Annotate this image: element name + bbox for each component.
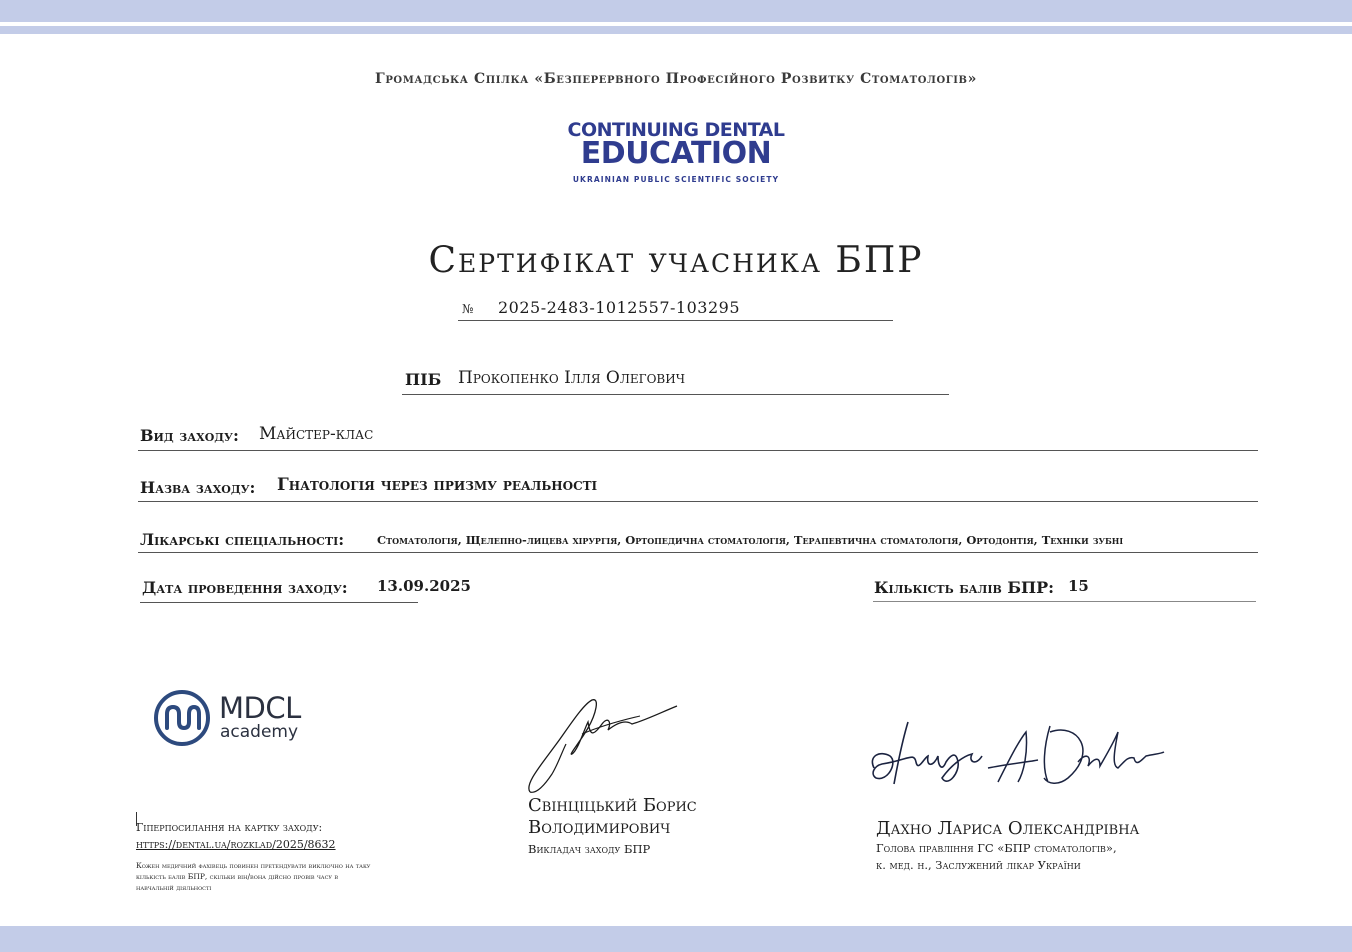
organization-header: Громадська Спілка «Безперервного Професійного Розвитку Стоматологів» xyxy=(375,71,977,87)
event-type-label: Вид заходу: xyxy=(140,426,239,445)
logo-line-1: CONTINUING DENTAL xyxy=(567,119,785,141)
points-value: 15 xyxy=(1068,577,1089,595)
certificate-number-field xyxy=(458,296,893,321)
points-label: Кількість балів БПР: xyxy=(874,578,1055,597)
head-role-line-2: к. мед. н., Заслужений лікар України xyxy=(876,858,1081,872)
event-date-field xyxy=(140,574,471,603)
event-date-label: Дата проведення заходу: xyxy=(142,578,348,597)
top-band-thin xyxy=(0,26,1352,34)
event-name-label: Назва заходу: xyxy=(140,478,256,497)
mdcl-mark-icon xyxy=(153,688,213,748)
lecturer-name-line-1: Свінціцький Борис xyxy=(528,795,697,816)
hyperlink-label: Гіперпосилання на картку заходу: xyxy=(136,821,323,834)
event-name-value: Гнатологія через призму реальності xyxy=(277,475,598,495)
mdcl-sub: academy xyxy=(220,722,299,742)
head-name: Дахно Лариса Олександрівна xyxy=(876,818,1140,839)
event-date-value: 13.09.2025 xyxy=(377,577,471,595)
event-name-row xyxy=(138,473,1258,502)
lecturer-block xyxy=(528,795,788,856)
number-symbol: № xyxy=(462,302,474,316)
participant-name: Прокопенко Ілля Олегович xyxy=(458,368,685,388)
specialties-value: Стоматологія, Щелепно-лицева хірургія, Ортопедична стоматологія, Терапевтична стоматологія, Ортодонтія, Техніки зубні xyxy=(377,533,1124,547)
event-card-link[interactable]: https://dental.ua/rozklad/2025/8632 xyxy=(136,838,336,851)
lecturer-role: Викладач заходу БПР xyxy=(528,842,651,856)
lecturer-signature-icon xyxy=(522,694,692,799)
disclaimer-note: Кожен медичний фахівець повинен претендувати виключно на таку кількість балів БПР, скільки він/вона дійсно провів часу в навчальній діяльності xyxy=(136,861,371,892)
top-band xyxy=(0,0,1352,22)
mdcl-brand: MDCL xyxy=(219,691,301,725)
participant-field xyxy=(402,366,949,395)
cde-logo xyxy=(556,120,796,184)
points-field xyxy=(873,574,1256,602)
event-type-row xyxy=(138,422,1258,451)
specialties-label: Лікарські спеціальності: xyxy=(140,530,345,549)
certificate-number: 2025-2483-1012557-103295 xyxy=(498,298,740,317)
bottom-band xyxy=(0,926,1352,952)
participant-label: ПІБ xyxy=(405,370,442,389)
certificate-title: Сертифікат учасника БПР xyxy=(428,240,924,281)
lecturer-name-line-2: Володимирович xyxy=(528,817,671,838)
head-block xyxy=(876,818,1276,874)
mdcl-academy-logo xyxy=(153,688,323,748)
head-signature-icon xyxy=(868,712,1168,792)
specialties-row xyxy=(138,527,1258,553)
logo-line-3: UKRAINIAN PUBLIC SCIENTIFIC SOCIETY xyxy=(572,175,780,184)
logo-line-2: EDUCATION xyxy=(580,136,772,171)
event-type-value: Майстер-клас xyxy=(259,424,374,444)
head-role-line-1: Голова правління ГС «БПР стоматологів», xyxy=(876,841,1117,855)
